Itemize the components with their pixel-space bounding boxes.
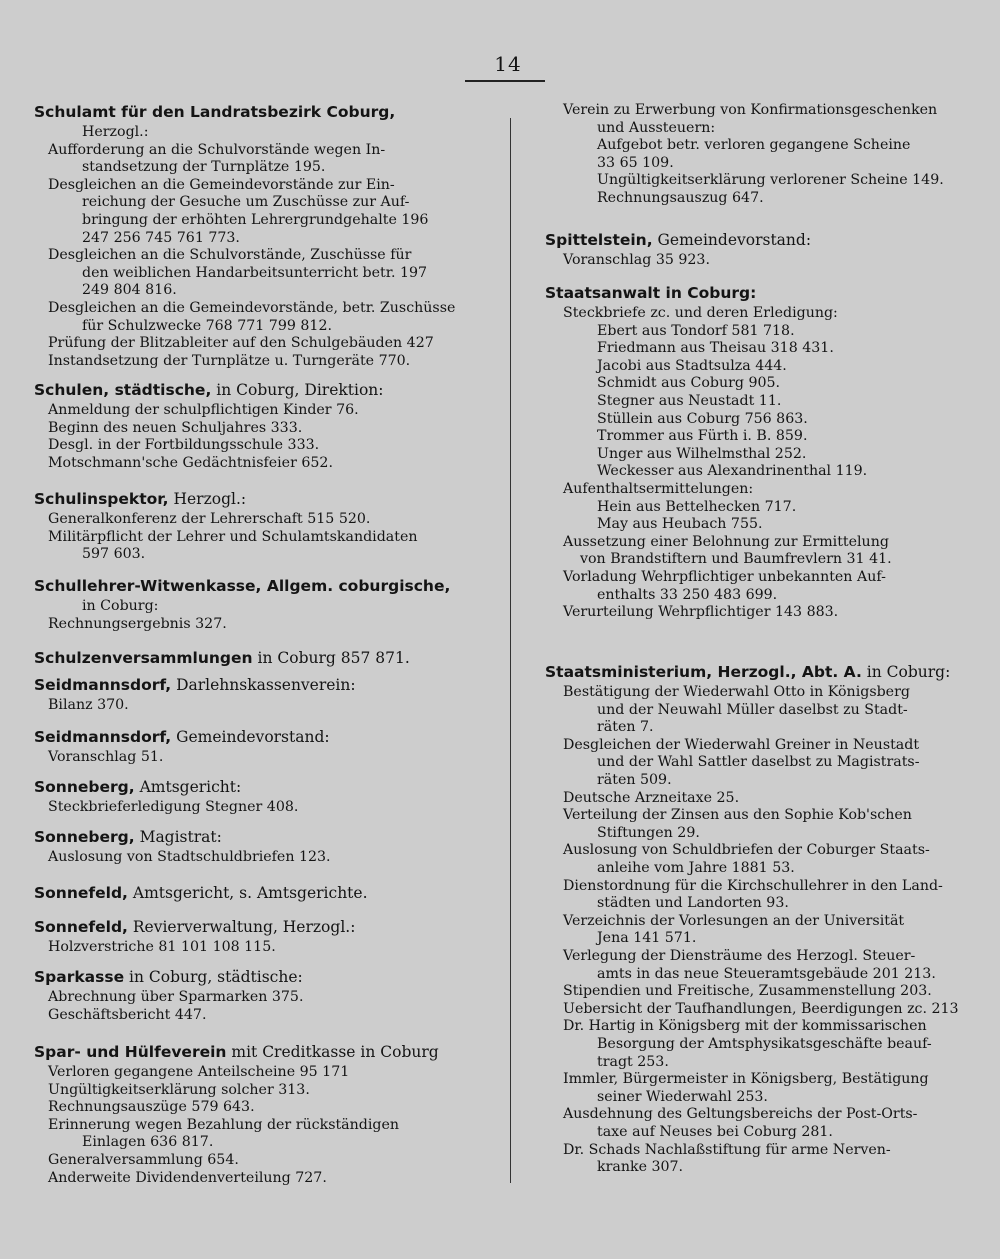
entry-line: amts in das neue Steueramtsgebäude 201 213. [597, 965, 936, 982]
entry-line: Generalversammlung 654. [48, 1152, 239, 1168]
entry-line: Ungültigkeitserklärung verlorener Scheine 149. [597, 172, 944, 189]
entry-line: Bilanz 370. [48, 697, 129, 713]
entry-keyword: Staatsministerium, Herzogl., Abt. A. [545, 663, 862, 681]
column-divider [510, 118, 511, 1183]
entry-line: Dr. Schads Nachlaßstiftung für arme Nerven- [563, 1141, 891, 1158]
entry-heading [34, 917, 355, 937]
entry-line: Voranschlag 51. [48, 749, 164, 765]
entry-qualifier: Herzogl.: [168, 490, 247, 508]
entry-line: seiner Wiederwahl 253. [597, 1088, 768, 1105]
entry-line: Vorladung Wehrpflichtiger unbekannten Auf- [563, 569, 886, 585]
entry-line: Holzverstriche 81 101 108 115. [48, 939, 276, 955]
entry-line: Instandsetzung der Turnplätze u. Turngeräte 770. [48, 352, 411, 369]
entry-line: Friedmann aus Theisau 318 431. [597, 340, 834, 357]
entry-line: Rechnungsauszug 647. [597, 190, 764, 206]
entry-line: Stüllein aus Coburg 756 863. [597, 410, 808, 427]
entry-line: Desgleichen der Wiederwahl Greiner in Neustadt [563, 736, 920, 753]
entry-line: den weiblichen Handarbeitsunterricht betr. 197 [82, 264, 428, 281]
entry-line: kranke 307. [597, 1159, 684, 1176]
entry-line: städten und Landorten 93. [597, 895, 789, 912]
entry-line: enthalts 33 250 483 699. [597, 586, 778, 603]
entry-line: Aufgebot betr. verloren gegangene Scheine [597, 137, 911, 154]
entry-keyword: Sonnefeld, [34, 918, 128, 936]
entry-line: Generalkonferenz der Lehrerschaft 515 520. [48, 511, 371, 527]
entry-line: räten 7. [597, 719, 654, 736]
entry-heading [545, 662, 950, 682]
entry-line: Geschäftsbericht 447. [48, 1006, 207, 1023]
entry-line: Trommer aus Fürth i. B. 859. [597, 428, 808, 445]
entry-line: Auslosung von Stadtschuldbriefen 123. [48, 849, 331, 865]
entry-line: taxe auf Neuses bei Coburg 281. [597, 1124, 833, 1140]
entry-line: Besorgung der Amtsphysikatsgeschäfte beauf- [597, 1036, 932, 1052]
entry-keyword: Staatsanwalt in Coburg: [545, 284, 757, 302]
entry-qualifier: Darlehnskassenverein: [171, 676, 356, 694]
entry-line: Uebersicht der Taufhandlungen, Beerdigungen zc. 213 [563, 1000, 959, 1017]
entry-heading [34, 380, 384, 400]
entry-line: anleihe vom Jahre 1881 53. [597, 860, 795, 876]
entry-line: Voranschlag 35 923. [563, 252, 710, 268]
entry-line: Rechnungsauszüge 579 643. [48, 1099, 255, 1116]
entry-line: Desgleichen an die Schulvorstände, Zuschüsse für [48, 247, 412, 264]
entry-line: Weckesser aus Alexandrinenthal 119. [597, 463, 868, 480]
entry-keyword: Schullehrer-Witwenkasse, Allgem. coburgische, [34, 577, 451, 595]
entry-line: Desgl. in der Fortbildungsschule 333. [48, 437, 320, 454]
entry-keyword: Seidmannsdorf, [34, 676, 172, 694]
entry-qualifier: Gemeindevorstand: [652, 231, 812, 249]
entry-line: Verloren gegangene Anteilscheine 95 171 [48, 1064, 350, 1080]
entry-heading [34, 489, 246, 509]
entry-line: Dr. Hartig in Königsberg mit der kommissarischen [563, 1018, 927, 1035]
entry-qualifier: Amtsgericht: [134, 778, 242, 796]
entry-qualifier: mit Creditkasse in Coburg [226, 1043, 439, 1061]
entry-qualifier: in Coburg 857 871. [252, 649, 410, 667]
entry-line: Steckbrieferledigung Stegner 408. [48, 799, 299, 815]
entry-line: und der Wahl Sattler daselbst zu Magistrats- [597, 754, 920, 771]
entry-qualifier: in Coburg, Direktion: [211, 381, 384, 399]
entry-keyword: Sonneberg, [34, 828, 135, 846]
entry-line: Auslosung von Schuldbriefen der Coburger Staats- [563, 842, 930, 859]
entry-line: Beginn des neuen Schuljahres 333. [48, 419, 303, 436]
entry-qualifier: Gemeindevorstand: [171, 728, 330, 746]
entry-line: Deutsche Arzneitaxe 25. [563, 789, 740, 806]
entry-keyword: Seidmannsdorf, [34, 728, 172, 746]
entry-line: Jacobi aus Stadtsulza 444. [597, 357, 787, 374]
entry-line: Einlagen 636 817. [82, 1134, 214, 1151]
entry-heading [34, 727, 330, 747]
entry-line: Stipendien und Freitische, Zusammenstellung 203. [563, 983, 932, 1000]
page-number: 14 [494, 52, 522, 76]
entry-line: Bestätigung der Wiederwahl Otto in Königsberg [563, 684, 910, 700]
entry-line: Verurteilung Wehrpflichtiger 143 883. [563, 604, 839, 621]
entry-line: Stiftungen 29. [597, 824, 700, 841]
entry-line: Verzeichnis der Vorlesungen an der Universität [563, 912, 905, 929]
entry-line: Immler, Bürgermeister in Königsberg, Bestätigung [563, 1071, 929, 1088]
entry-line: Unger aus Wilhelmsthal 252. [597, 445, 807, 462]
entry-line: Erinnerung wegen Bezahlung der rückständigen [48, 1116, 400, 1133]
entry-line: Verein zu Erwerbung von Konfirmationsgeschenken [563, 102, 938, 118]
entry-line: von Brandstiftern und Baumfrevlern 31 41. [580, 551, 892, 568]
entry-qualifier: Revierverwaltung, Herzogl.: [127, 918, 356, 936]
entry-line: Verteilung der Zinsen aus den Sophie Kob'schen [563, 807, 912, 824]
entry-line: May aus Heubach 755. [597, 516, 763, 533]
entry-heading [34, 102, 395, 122]
entry-line: Desgleichen an die Gemeindevorstände zur Ein- [48, 176, 395, 193]
entry-line: Steckbriefe zc. und deren Erledigung: [563, 305, 838, 321]
entry-line: Dienstordnung für die Kirchschullehrer in den Land- [563, 877, 943, 894]
entry-line: in Coburg: [82, 598, 159, 614]
entry-keyword: Schulzenversammlungen [34, 649, 253, 667]
entry-line: Abrechnung über Sparmarken 375. [48, 989, 304, 1005]
entry-line: Ausdehnung des Geltungsbereichs der Post-Orts- [563, 1106, 918, 1123]
entry-line: Verlegung der Diensträume des Herzogl. Steuer- [563, 948, 916, 964]
entry-line: bringung der erhöhten Lehrergrundgehalte 196 [82, 212, 429, 228]
entry-line: Anmeldung der schulpflichtigen Kinder 76. [48, 402, 359, 418]
entry-keyword: Spittelstein, [545, 231, 653, 249]
entry-qualifier: Magistrat: [134, 828, 222, 846]
entry-line: 33 65 109. [597, 154, 674, 171]
entry-line: Rechnungsergebnis 327. [48, 615, 227, 632]
entry-line: 249 804 816. [82, 282, 177, 299]
entry-keyword: Schulinspektor, [34, 490, 169, 508]
entry-line: Herzogl.: [82, 124, 149, 140]
entry-line: Motschmann'sche Gedächtnisfeier 652. [48, 454, 333, 471]
entry-line: Militärpflicht der Lehrer und Schulamtskandidaten [48, 528, 418, 545]
entry-line: 247 256 745 761 773. [82, 229, 240, 246]
entry-keyword: Spar- und Hülfeverein [34, 1043, 227, 1061]
entry-heading [34, 648, 410, 668]
entry-line: Aufforderung an die Schulvorstände wegen In- [48, 141, 386, 158]
entry-line: Ungültigkeitserklärung solcher 313. [48, 1081, 310, 1098]
entry-keyword: Sonneberg, [34, 778, 135, 796]
entry-line: Hein aus Bettelhecken 717. [597, 498, 797, 515]
entry-line: Stegner aus Neustadt 11. [597, 393, 782, 409]
header-rule [465, 80, 545, 82]
entry-heading [34, 675, 356, 695]
entry-keyword: Schulamt für den Landratsbezirk Coburg, [34, 103, 396, 121]
entry-line: Desgleichen an die Gemeindevorstände, betr. Zuschüsse [48, 300, 456, 316]
entry-qualifier: in Coburg, städtische: [124, 968, 303, 986]
entry-line: Aussetzung einer Belohnung zur Ermittelung [563, 533, 889, 550]
entry-line: Jena 141 571. [597, 930, 697, 947]
entry-line: Schmidt aus Coburg 905. [597, 375, 781, 392]
entry-keyword: Sparkasse [34, 968, 125, 986]
entry-heading [34, 576, 450, 596]
entry-line: Ebert aus Tondorf 581 718. [597, 322, 795, 339]
entry-line: Prüfung der Blitzableiter auf den Schulgebäuden 427 [48, 335, 434, 352]
entry-line: für Schulzwecke 768 771 799 812. [82, 317, 332, 334]
entry-heading [545, 230, 811, 250]
entry-heading [34, 827, 222, 847]
entry-qualifier: in Coburg: [861, 663, 951, 681]
entry-heading [34, 883, 368, 903]
entry-line: standsetzung der Turnplätze 195. [82, 159, 326, 176]
entry-heading [34, 967, 303, 987]
entry-heading [34, 1042, 439, 1062]
entry-heading [545, 283, 756, 303]
entry-line: 597 603. [82, 546, 146, 563]
entry-line: tragt 253. [597, 1053, 669, 1070]
entry-line: Aufenthaltsermittelungen: [563, 481, 754, 497]
entry-keyword: Schulen, städtische, [34, 381, 212, 399]
entry-line: räten 509. [597, 772, 672, 788]
entry-line: reichung der Gesuche um Zuschüsse zur Auf- [82, 194, 410, 211]
entry-line: Anderweite Dividendenverteilung 727. [48, 1169, 327, 1186]
entry-keyword: Sonnefeld, [34, 884, 128, 902]
entry-heading [34, 777, 241, 797]
entry-line: und der Neuwahl Müller daselbst zu Stadt- [597, 701, 908, 718]
entry-qualifier: Amtsgericht, s. Amtsgerichte. [127, 884, 368, 902]
entry-line: und Aussteuern: [597, 119, 716, 136]
